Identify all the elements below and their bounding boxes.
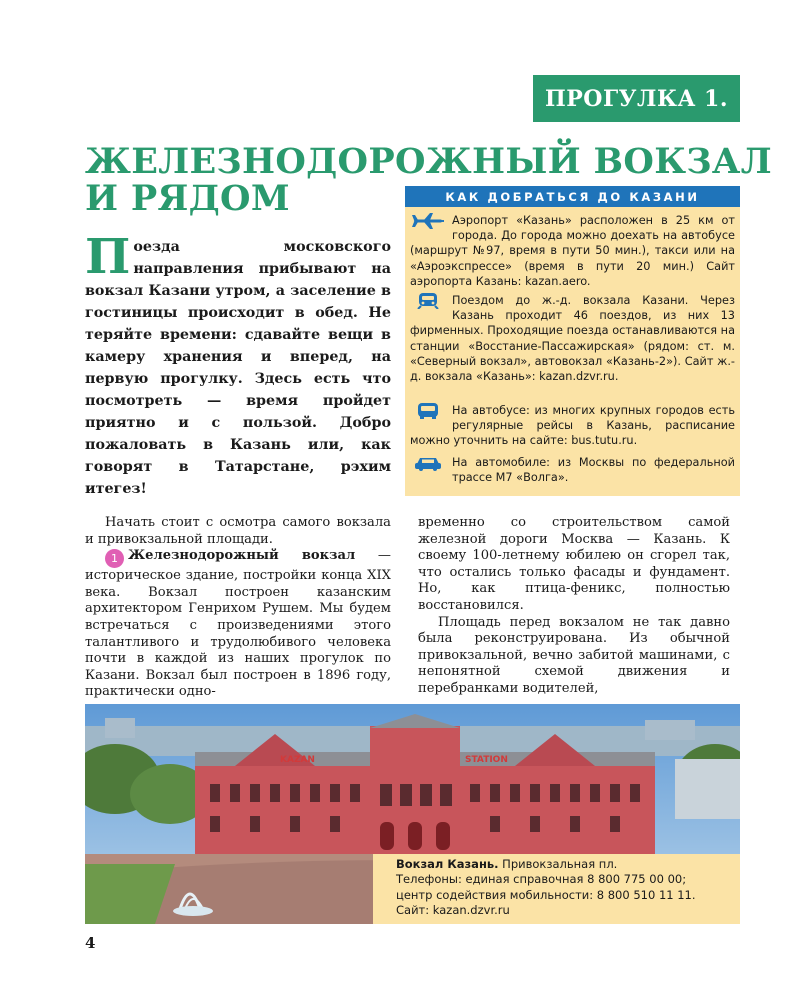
poi-description: — историческое здание, постройки конца XIX века. Вокзал построен казанским архитектором Генрихом Рушем. Мы будем встречаться с произведениями этого талантливого и трудолюбивого человека почти в каждой из наших прогулок по Казани. Вокзал был построен в 1896 году, практически одно- bbox=[85, 548, 391, 700]
caption-phone-line: Телефоны: единая справочная 8 800 775 00 00; bbox=[396, 872, 687, 887]
drop-cap: П bbox=[85, 229, 131, 285]
photo-caption bbox=[373, 854, 740, 924]
info-item-car bbox=[410, 455, 735, 485]
page-number: 4 bbox=[85, 934, 96, 952]
headline-line-1: ЖЕЛЕЗНОДОРОЖНЫЙ ВОКЗАЛ bbox=[85, 141, 772, 182]
station-sign-right: STATION bbox=[465, 755, 508, 765]
info-text-bus: На автобусе: из многих крупных городов есть регулярные рейсы в Казань, расписание можно уточнить на сайте: bus.tutu.ru. bbox=[410, 404, 735, 448]
info-item-airport bbox=[410, 213, 735, 289]
how-to-get-infobox bbox=[405, 186, 740, 496]
body-paragraph: Площадь перед вокзалом не так давно была реконструирована. Из обычной привокзальной, вечно забитой машинами, с непонятной схемой движения и перебранками водителей, bbox=[418, 614, 730, 696]
body-paragraph: Начать стоит с осмотра самого вокзала и привокзальной площади. bbox=[85, 515, 391, 547]
body-column-2 bbox=[418, 515, 730, 698]
bus-icon bbox=[410, 403, 446, 419]
airplane-icon bbox=[410, 213, 446, 229]
body-paragraph: временно со строительством самой железной дороги Москва — Казань. К своему 100-летнему юбилею он сгорел так, что остались только фасады и фундамент. Но, как птица-феникс, полностью восстановился. bbox=[418, 515, 730, 613]
section-tag: ПРОГУЛКА 1. bbox=[533, 75, 740, 122]
caption-title: Вокзал Казань. bbox=[396, 857, 499, 871]
poi-name: Железнодорожный вокзал bbox=[128, 548, 356, 564]
caption-site-line: Сайт: kazan.dzvr.ru bbox=[396, 903, 510, 918]
info-text-airport: Аэропорт «Казань» расположен в 25 км от города. До города можно доехать на автобусе (маршрут №97, время в пути 50 мин.), такси или на «Аэроэкспрессе» (время в пути 20 мин.) Сайт аэропорта Казань: kazan.aero. bbox=[410, 214, 735, 288]
info-item-train bbox=[410, 293, 735, 384]
info-text-car: На автомобиле: из Москвы по федеральной трассе М7 «Волга». bbox=[452, 456, 735, 485]
station-sign-left: KAZAN bbox=[280, 755, 315, 765]
map-marker-badge: 1 bbox=[105, 549, 124, 568]
infobox-title: КАК ДОБРАТЬСЯ ДО КАЗАНИ bbox=[405, 186, 740, 207]
caption-address: Привокзальная пл. bbox=[498, 857, 618, 871]
intro-paragraph bbox=[85, 229, 391, 500]
train-icon bbox=[410, 293, 446, 309]
info-item-bus bbox=[410, 403, 735, 449]
caption-title-line bbox=[396, 857, 740, 872]
car-icon bbox=[410, 455, 446, 471]
body-column-1 bbox=[85, 515, 391, 701]
body-paragraph bbox=[85, 548, 391, 701]
headline-line-2: И РЯДОМ bbox=[85, 178, 290, 219]
intro-text: оезда московского направления прибывают на вокзал Казани утром, а заселение в гостиницы происходит в обед. Не теряйте времени: сдавайте вещи в камеру хранения и вперед, на первую прогулку. Здесь есть что посмотреть — время пройдет приятно и с пользой. Добро пожаловать в Казань или, как говорят в Татарстане, рэхим итегез! bbox=[85, 239, 391, 497]
caption-mobility-line: центр содействия мобильности: 8 800 510 11 11. bbox=[396, 887, 696, 902]
info-text-train: Поездом до ж.-д. вокзала Казани. Через Казань проходит 46 поездов, из них 13 фирменных. Проходящие поезда останавливаются на станции «Восстание-Пассажирская» (рядом: ст. м. «Северный вокзал», автовокзал «Казань-2»). Сайт ж.-д. вокзала «Казань»: kazan.dzvr.ru. bbox=[410, 294, 735, 384]
